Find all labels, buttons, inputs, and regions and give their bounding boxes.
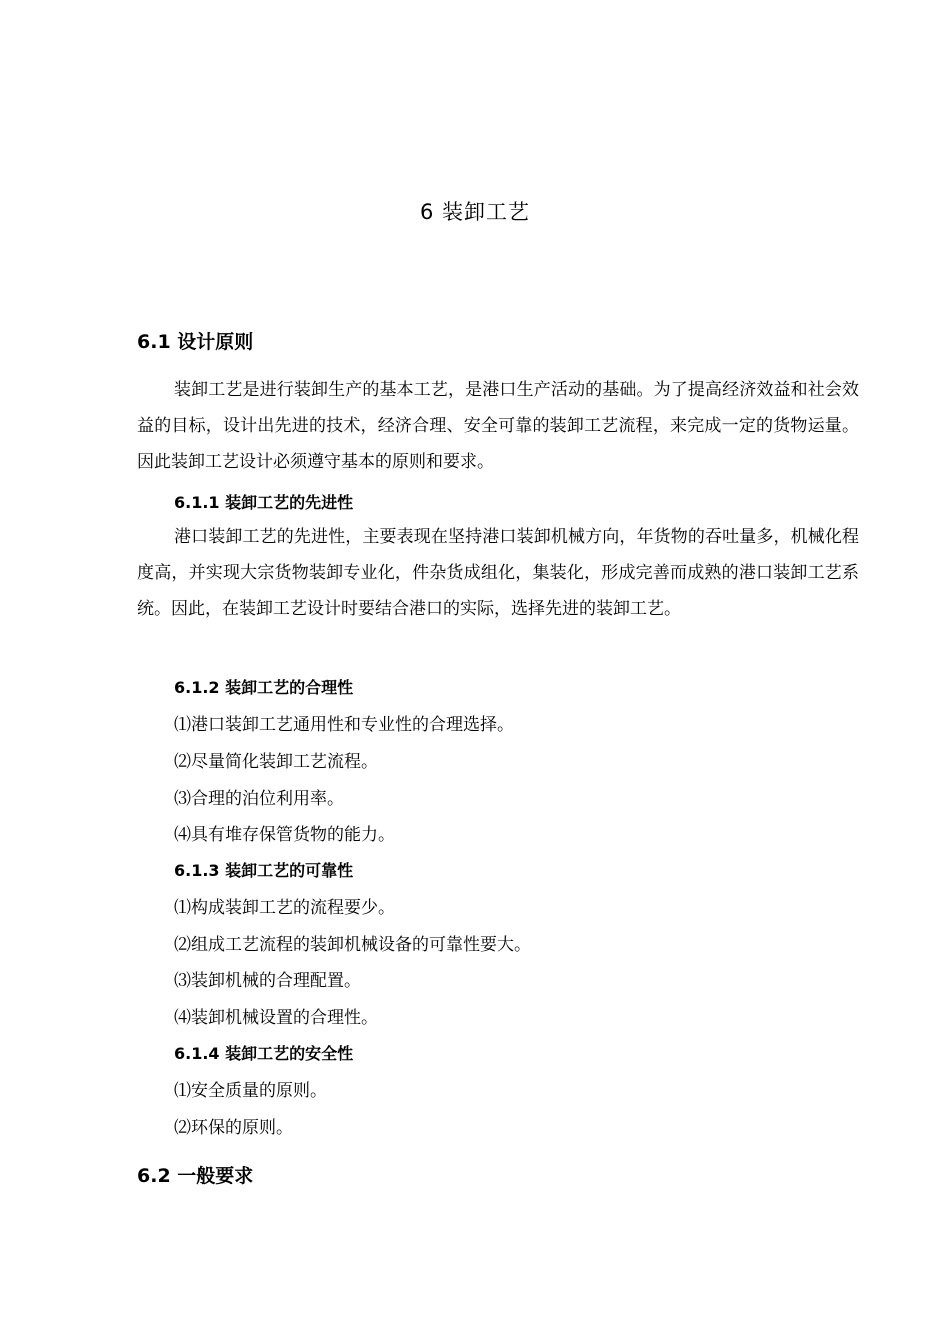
subsection-heading-6-1-3: 6.1.3 装卸工艺的可靠性 <box>174 861 354 880</box>
subsection-heading-6-1-2: 6.1.2 装卸工艺的合理性 <box>174 678 354 697</box>
list-item: ⑵尽量简化装卸工艺流程。 <box>174 752 378 772</box>
list-item: ⑴港口装卸工艺通用性和专业性的合理选择。 <box>174 715 514 735</box>
list-item: ⑶合理的泊位利用率。 <box>174 789 344 809</box>
list-item: ⑴安全质量的原则。 <box>174 1081 327 1101</box>
chapter-title: 6 装卸工艺 <box>419 200 531 224</box>
list-item: ⑴构成装卸工艺的流程要少。 <box>174 898 395 918</box>
subsection-heading-6-1-4: 6.1.4 装卸工艺的安全性 <box>174 1044 354 1063</box>
section-heading-6-2: 6.2 一般要求 <box>137 1165 254 1187</box>
intro-paragraph: 装卸工艺是进行装卸生产的基本工艺，是港口生产活动的基础。为了提高经济效益和社会效益的目标，设计出先进的技术，经济合理、安全可靠的装卸工艺流程，来完成一定的货物运量。因此装卸工艺设计必须遵守基本的原则和要求。 <box>137 380 859 472</box>
list-item: ⑵组成工艺流程的装卸机械设备的可靠性要大。 <box>174 935 531 955</box>
list-item: ⑶装卸机械的合理配置。 <box>174 971 361 991</box>
list-item: ⑵环保的原则。 <box>174 1118 293 1138</box>
section-heading-6-1: 6.1 设计原则 <box>137 331 254 353</box>
advanced-paragraph: 港口装卸工艺的先进性，主要表现在坚持港口装卸机械方向，年货物的吞吐量多，机械化程度高，并实现大宗货物装卸专业化，件杂货成组化，集装化，形成完善而成熟的港口装卸工艺系统。因此，在装卸工艺设计时要结合港口的实际，选择先进的装卸工艺。 <box>137 527 859 619</box>
subsection-heading-6-1-1: 6.1.1 装卸工艺的先进性 <box>174 493 354 512</box>
list-item: ⑷装卸机械设置的合理性。 <box>174 1008 378 1028</box>
list-item: ⑷具有堆存保管货物的能力。 <box>174 825 395 845</box>
